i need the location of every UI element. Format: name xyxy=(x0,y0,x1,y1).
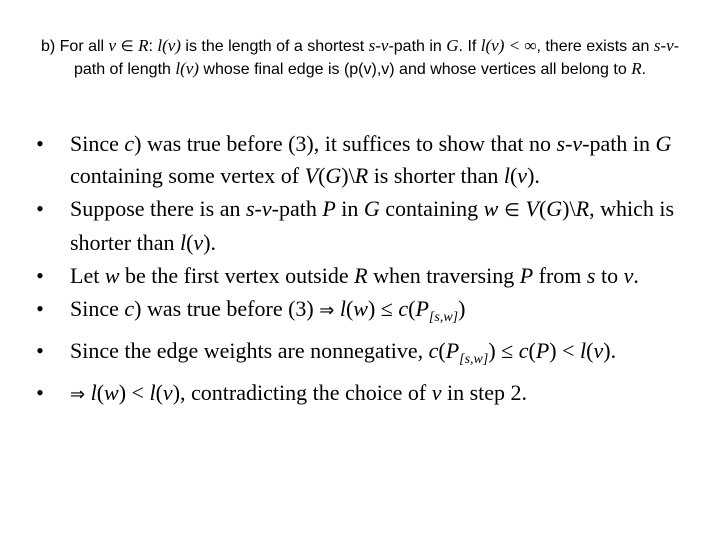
statement-label: b) For all xyxy=(40,38,105,55)
math: R xyxy=(575,196,590,221)
bullet-item xyxy=(30,293,698,334)
text: ( xyxy=(438,338,446,363)
bullet-marker: • xyxy=(36,263,44,288)
math: l xyxy=(179,230,187,255)
bullet-item xyxy=(30,335,698,376)
text: ) xyxy=(458,296,466,321)
text: to xyxy=(595,263,624,288)
math: s-v xyxy=(245,196,272,221)
text: )\ xyxy=(562,196,576,221)
math: P xyxy=(322,196,336,221)
text: ( xyxy=(509,163,518,188)
math: s-v xyxy=(556,131,583,156)
text: ). xyxy=(527,163,540,188)
text: ( xyxy=(408,296,416,321)
bullet-item xyxy=(30,128,698,192)
text: ). xyxy=(203,230,217,255)
text: in step 2. xyxy=(441,380,528,405)
text: ) ≤ xyxy=(488,338,519,363)
math: G xyxy=(363,196,380,221)
math: l xyxy=(339,296,346,321)
math: v xyxy=(162,380,173,405)
math: G xyxy=(655,131,672,156)
text: ( xyxy=(528,338,536,363)
text: containing some vertex of xyxy=(70,163,305,188)
text: containing xyxy=(379,196,484,221)
bullet-marker: • xyxy=(36,296,44,321)
text: is shorter than xyxy=(368,163,504,188)
math: s xyxy=(586,263,596,288)
text: , which is shorter than xyxy=(70,196,675,255)
text-4: , there exists an xyxy=(536,38,654,55)
set-r-2: R xyxy=(631,59,642,78)
bullet-marker: • xyxy=(36,338,44,363)
text-3: . If xyxy=(458,38,481,55)
text: ) was true before (3), it suffices to show that no xyxy=(134,131,557,156)
text: ( xyxy=(345,296,354,321)
text: -path in xyxy=(582,131,656,156)
text: . xyxy=(633,263,639,288)
element-of-symbol: ∈ xyxy=(498,200,526,221)
math: c xyxy=(398,296,409,321)
subscript: [s,w] xyxy=(459,352,489,367)
text: from xyxy=(533,263,587,288)
math: w xyxy=(483,196,499,221)
text: in xyxy=(335,196,364,221)
l-of-v-2: l(v) xyxy=(175,59,199,78)
text: ( xyxy=(186,230,194,255)
text: Since xyxy=(70,296,125,321)
math: c xyxy=(124,131,135,156)
math: v xyxy=(623,263,634,288)
text: ) was true before (3) xyxy=(134,296,320,321)
math: G xyxy=(546,196,563,221)
text: ) ≤ xyxy=(367,296,399,321)
text-6: whose final edge is (p(v),v) and whose vertices all belong to xyxy=(198,61,632,78)
text: ), contradicting the choice of xyxy=(172,380,432,405)
s-v-2: s-v xyxy=(653,36,674,55)
condition: l(v) < ∞ xyxy=(480,36,537,55)
math: v xyxy=(517,163,528,188)
math: R xyxy=(354,263,368,288)
text-7: . xyxy=(641,61,647,78)
colon: : xyxy=(148,38,158,55)
text-2: -path in xyxy=(388,38,447,55)
bullet-list xyxy=(30,128,698,412)
text: ( xyxy=(318,163,326,188)
math: l xyxy=(90,380,97,405)
bullet-marker: • xyxy=(36,196,44,221)
math: R xyxy=(354,163,369,188)
implies-symbol: ⇒ xyxy=(319,300,335,321)
statement-b xyxy=(30,35,690,81)
math: v xyxy=(193,230,204,255)
element-of-symbol: ∈ xyxy=(120,37,134,55)
math: P xyxy=(415,296,429,321)
math: V xyxy=(304,163,319,188)
text: Let xyxy=(70,263,105,288)
text-5: -path of length xyxy=(73,38,680,78)
bullet-item xyxy=(30,260,698,292)
var-v: v xyxy=(108,36,117,55)
text: ( xyxy=(586,338,594,363)
math: V xyxy=(525,196,539,221)
math: l xyxy=(149,380,156,405)
math: P xyxy=(519,263,534,288)
text: ). xyxy=(603,338,617,363)
l-of-v: l(v) xyxy=(157,36,181,55)
text: ) < xyxy=(549,338,581,363)
text: Suppose there is an xyxy=(70,196,246,221)
math: c xyxy=(518,338,529,363)
text: ( xyxy=(96,380,105,405)
s-v: s-v xyxy=(368,36,389,55)
text: ( xyxy=(155,380,163,405)
text-1: is the length of a shortest xyxy=(180,38,369,55)
text: Since xyxy=(70,131,125,156)
bullet-item xyxy=(30,377,698,411)
set-r: R xyxy=(138,36,149,55)
graph-g: G xyxy=(446,36,459,55)
text: -path xyxy=(271,196,323,221)
text: )\ xyxy=(341,163,355,188)
bullet-marker: • xyxy=(36,380,44,405)
math: c xyxy=(428,338,439,363)
math: P xyxy=(445,338,460,363)
math: w xyxy=(104,380,119,405)
math: v xyxy=(431,380,442,405)
math: l xyxy=(580,338,587,363)
bullet-marker: • xyxy=(36,131,44,156)
text: ( xyxy=(538,196,547,221)
math: c xyxy=(124,296,135,321)
math: w xyxy=(353,296,368,321)
text: when traversing xyxy=(367,263,520,288)
text: be the first vertex outside xyxy=(119,263,355,288)
math: l xyxy=(503,163,510,188)
math: w xyxy=(104,263,120,288)
subscript: [s,w] xyxy=(428,310,459,325)
text: ) < xyxy=(118,380,150,405)
math: G xyxy=(325,163,342,188)
math: P xyxy=(535,338,550,363)
math: v xyxy=(593,338,604,363)
implies-symbol: ⇒ xyxy=(70,384,86,405)
text: Since the edge weights are nonnegative, xyxy=(70,338,429,363)
bullet-item xyxy=(30,193,698,259)
